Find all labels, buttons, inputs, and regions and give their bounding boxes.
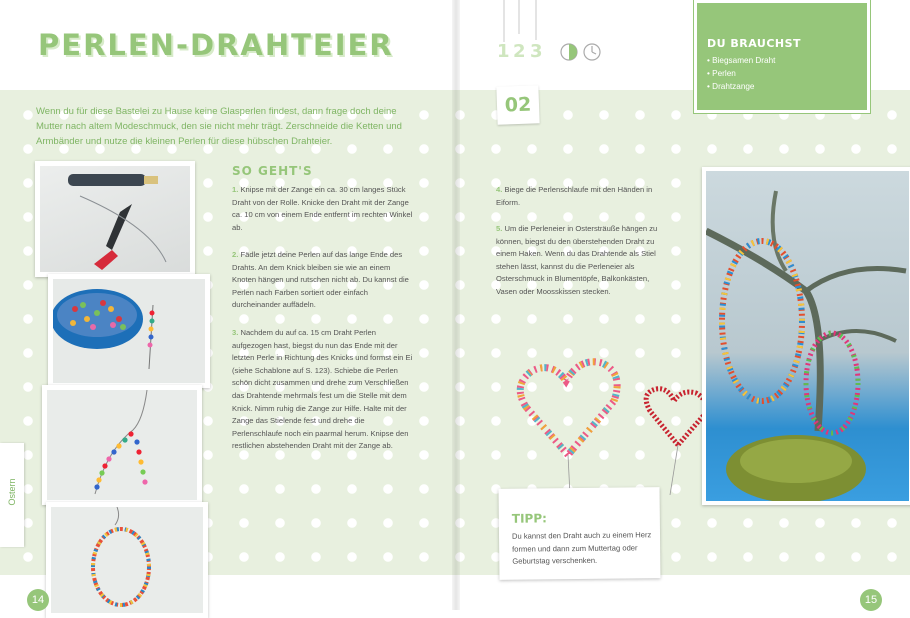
difficulty-number-3: 3 <box>530 41 543 62</box>
step-text: Biege die Perlenschlaufe mit den Händen in Eiform. <box>496 185 653 207</box>
difficulty-indicator <box>494 0 604 70</box>
bead-hearts-illustration <box>510 345 730 495</box>
step-photo-wire-shape <box>42 385 202 505</box>
materials-box <box>694 0 870 113</box>
recipe-number-badge: 02 <box>496 85 539 124</box>
easter-branch-illustration <box>706 171 909 501</box>
bead-egg-illustration <box>51 507 203 613</box>
materials-title: DU BRAUCHST <box>707 37 802 50</box>
materials-item: • Drahtzange <box>707 81 775 94</box>
chapter-tab-label: Ostern <box>7 478 17 506</box>
step-photo-wire <box>35 161 195 277</box>
step-text: Knipse mit der Zange ein ca. 30 cm langes Stück Draht von der Rolle. Knicke den Draht mit der Zange ca. 10 cm von einem Ende entfernt im rechten Winkel ab. <box>232 185 413 232</box>
step-text: Nachdem du auf ca. 15 cm Draht Perlen aufgezogen hast, biegst du nun das Ende mit der letzten Perle in Richtung des Knicks und formst ein Ei (siehe Schablone auf S. 123). Schiebe die Perlen schön dicht zusammen und drehe zum Verschließen das Drahtende mehrmals fest um die Stelle mit dem Knick. Nimm ruhig die Zange zur Hilfe. Halte mit der Zange das Stielende fest und drehe die Perlenschlaufe noch ein paarmal herum. Knipse den restlichen abstehenden Draht mit der Zange ab. <box>232 328 413 451</box>
materials-item: • Perlen <box>707 68 775 81</box>
bead-bowl-illustration <box>53 279 205 383</box>
step-photo-egg <box>46 502 208 618</box>
tip-title: TIPP: <box>511 511 547 526</box>
chapter-tab <box>0 443 24 547</box>
instruction-step-3 <box>232 327 416 453</box>
instruction-step-1 <box>232 184 416 234</box>
step-text: Fädle jetzt deine Perlen auf das lange Ende des Drahts. An dem Knick bleiben sie wie an einem Knoten hängen und rutschen nicht ab. Du kannst die Perlen nach Farben sortiert oder einfach durcheinander auffädeln. <box>232 250 409 310</box>
page-title: PERLEN-DRAHTEIER <box>38 28 394 62</box>
step-text: Um die Perleneier in Ostersträuße hängen zu können, biegst du den überstehenden Draht zu einem Haken. Wenn du das Drahtende als Stiel stehen lässt, kannst du die Perleneier als Osterschmuck in Blumentöpfe, Balkonkästen, Vasen oder Moosskissen stecken. <box>496 224 658 296</box>
step-number: 5. <box>496 224 503 233</box>
difficulty-number-1: 1 <box>497 41 510 62</box>
step-number: 4. <box>496 185 503 194</box>
materials-item: • Biegsamen Draht <box>707 55 775 68</box>
difficulty-number-2: 2 <box>513 41 526 62</box>
instruction-step-5 <box>496 223 672 299</box>
page-number-left: 14 <box>27 589 49 611</box>
instruction-step-4 <box>496 184 668 209</box>
instructions-heading: SO GEHT'S <box>232 164 313 178</box>
beaded-wire-illustration <box>47 390 197 500</box>
step-number: 3. <box>232 328 239 337</box>
wire-pliers-illustration <box>40 166 190 272</box>
book-gutter <box>452 0 460 610</box>
instruction-step-2 <box>232 249 416 312</box>
step-photo-beads <box>48 274 210 388</box>
difficulty-hanging-lines-icon <box>494 0 604 70</box>
hanging-eggs-photo <box>702 167 910 505</box>
tip-box <box>499 487 661 580</box>
page-number-right: 15 <box>860 589 882 611</box>
intro-text: Wenn du für diese Bastelei zu Hause keine Glasperlen findest, dann frage doch deine Mutter nach altem Modeschmuck, den sie nicht mehr trägt. Zerschneide die Ketten und Armbänder und nutze die kleinen Perlen für diese hübschen Drahteier. <box>36 106 402 147</box>
tip-text: Du kannst den Draht auch zu einem Herz formen und dann zum Muttertag oder Geburtstag verschenken. <box>511 530 652 566</box>
materials-list <box>707 55 775 93</box>
step-number: 2. <box>232 250 239 259</box>
step-number: 1. <box>232 185 239 194</box>
